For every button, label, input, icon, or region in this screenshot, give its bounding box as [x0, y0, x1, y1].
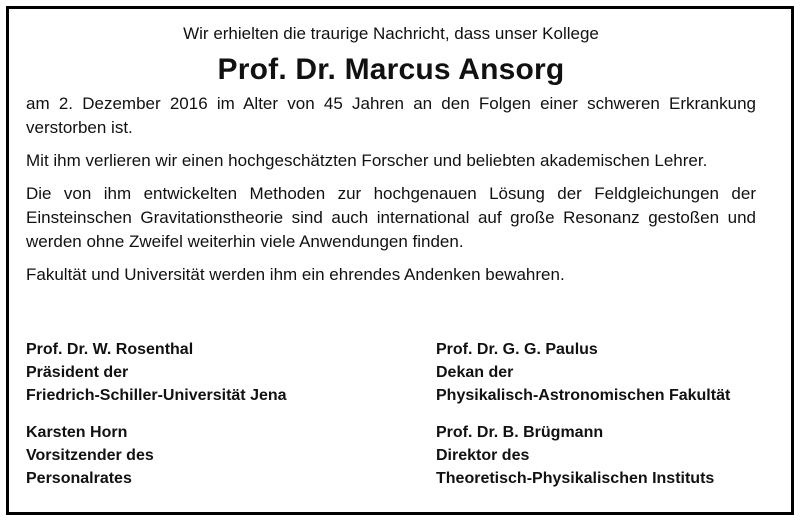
deceased-name: Prof. Dr. Marcus Ansorg — [217, 53, 565, 86]
signatory-role: Direktor des — [436, 447, 530, 464]
signatory-organization: Friedrich-Schiller-Universität Jena — [26, 387, 287, 404]
paragraph-death: am 2. Dezember 2016 im Alter von 45 Jahren an den Folgen einer schweren Erkrankung verstorben ist. — [26, 94, 756, 137]
signature-row — [26, 421, 766, 490]
signatory-name: Prof. Dr. B. Brügmann — [436, 424, 604, 441]
signatory-organization: Theoretisch-Physikalischen Instituts — [436, 470, 715, 487]
paragraph-tribute: Mit ihm verlieren wir einen hochgeschätzten Forscher und beliebten akademischen Lehrer. — [26, 151, 708, 170]
signatory-name: Prof. Dr. W. Rosenthal — [26, 341, 194, 358]
signatory-organization: Personalrates — [26, 470, 132, 487]
signatory-role: Vorsitzender des — [26, 447, 154, 464]
signatory-dean — [436, 338, 766, 407]
signatory-name: Karsten Horn — [26, 424, 128, 441]
signatory-president — [26, 338, 436, 407]
paragraph-research: Die von ihm entwickelten Methoden zur hochgenauen Lösung der Feldgleichungen der Einsteinschen Gravitationstheorie sind auch international auf große Resonanz gestoßen und werden ohne Zweifel weiterhin viele Anwendungen finden. — [26, 184, 756, 251]
signatory-staff-council — [26, 421, 436, 490]
signature-row — [26, 338, 766, 407]
signatory-role: Präsident der — [26, 364, 129, 381]
paragraph-remembrance: Fakultät und Universität werden ihm ein ehrendes Andenken bewahren. — [26, 265, 565, 284]
signatory-organization: Physikalisch-Astronomischen Fakultät — [436, 387, 731, 404]
signature-block — [26, 338, 766, 504]
signatory-name: Prof. Dr. G. G. Paulus — [436, 341, 598, 358]
intro-text: Wir erhielten die traurige Nachricht, dass unser Kollege — [183, 24, 599, 43]
notice-body — [26, 22, 756, 296]
signatory-role: Dekan der — [436, 364, 514, 381]
signatory-institute-director — [436, 421, 766, 490]
